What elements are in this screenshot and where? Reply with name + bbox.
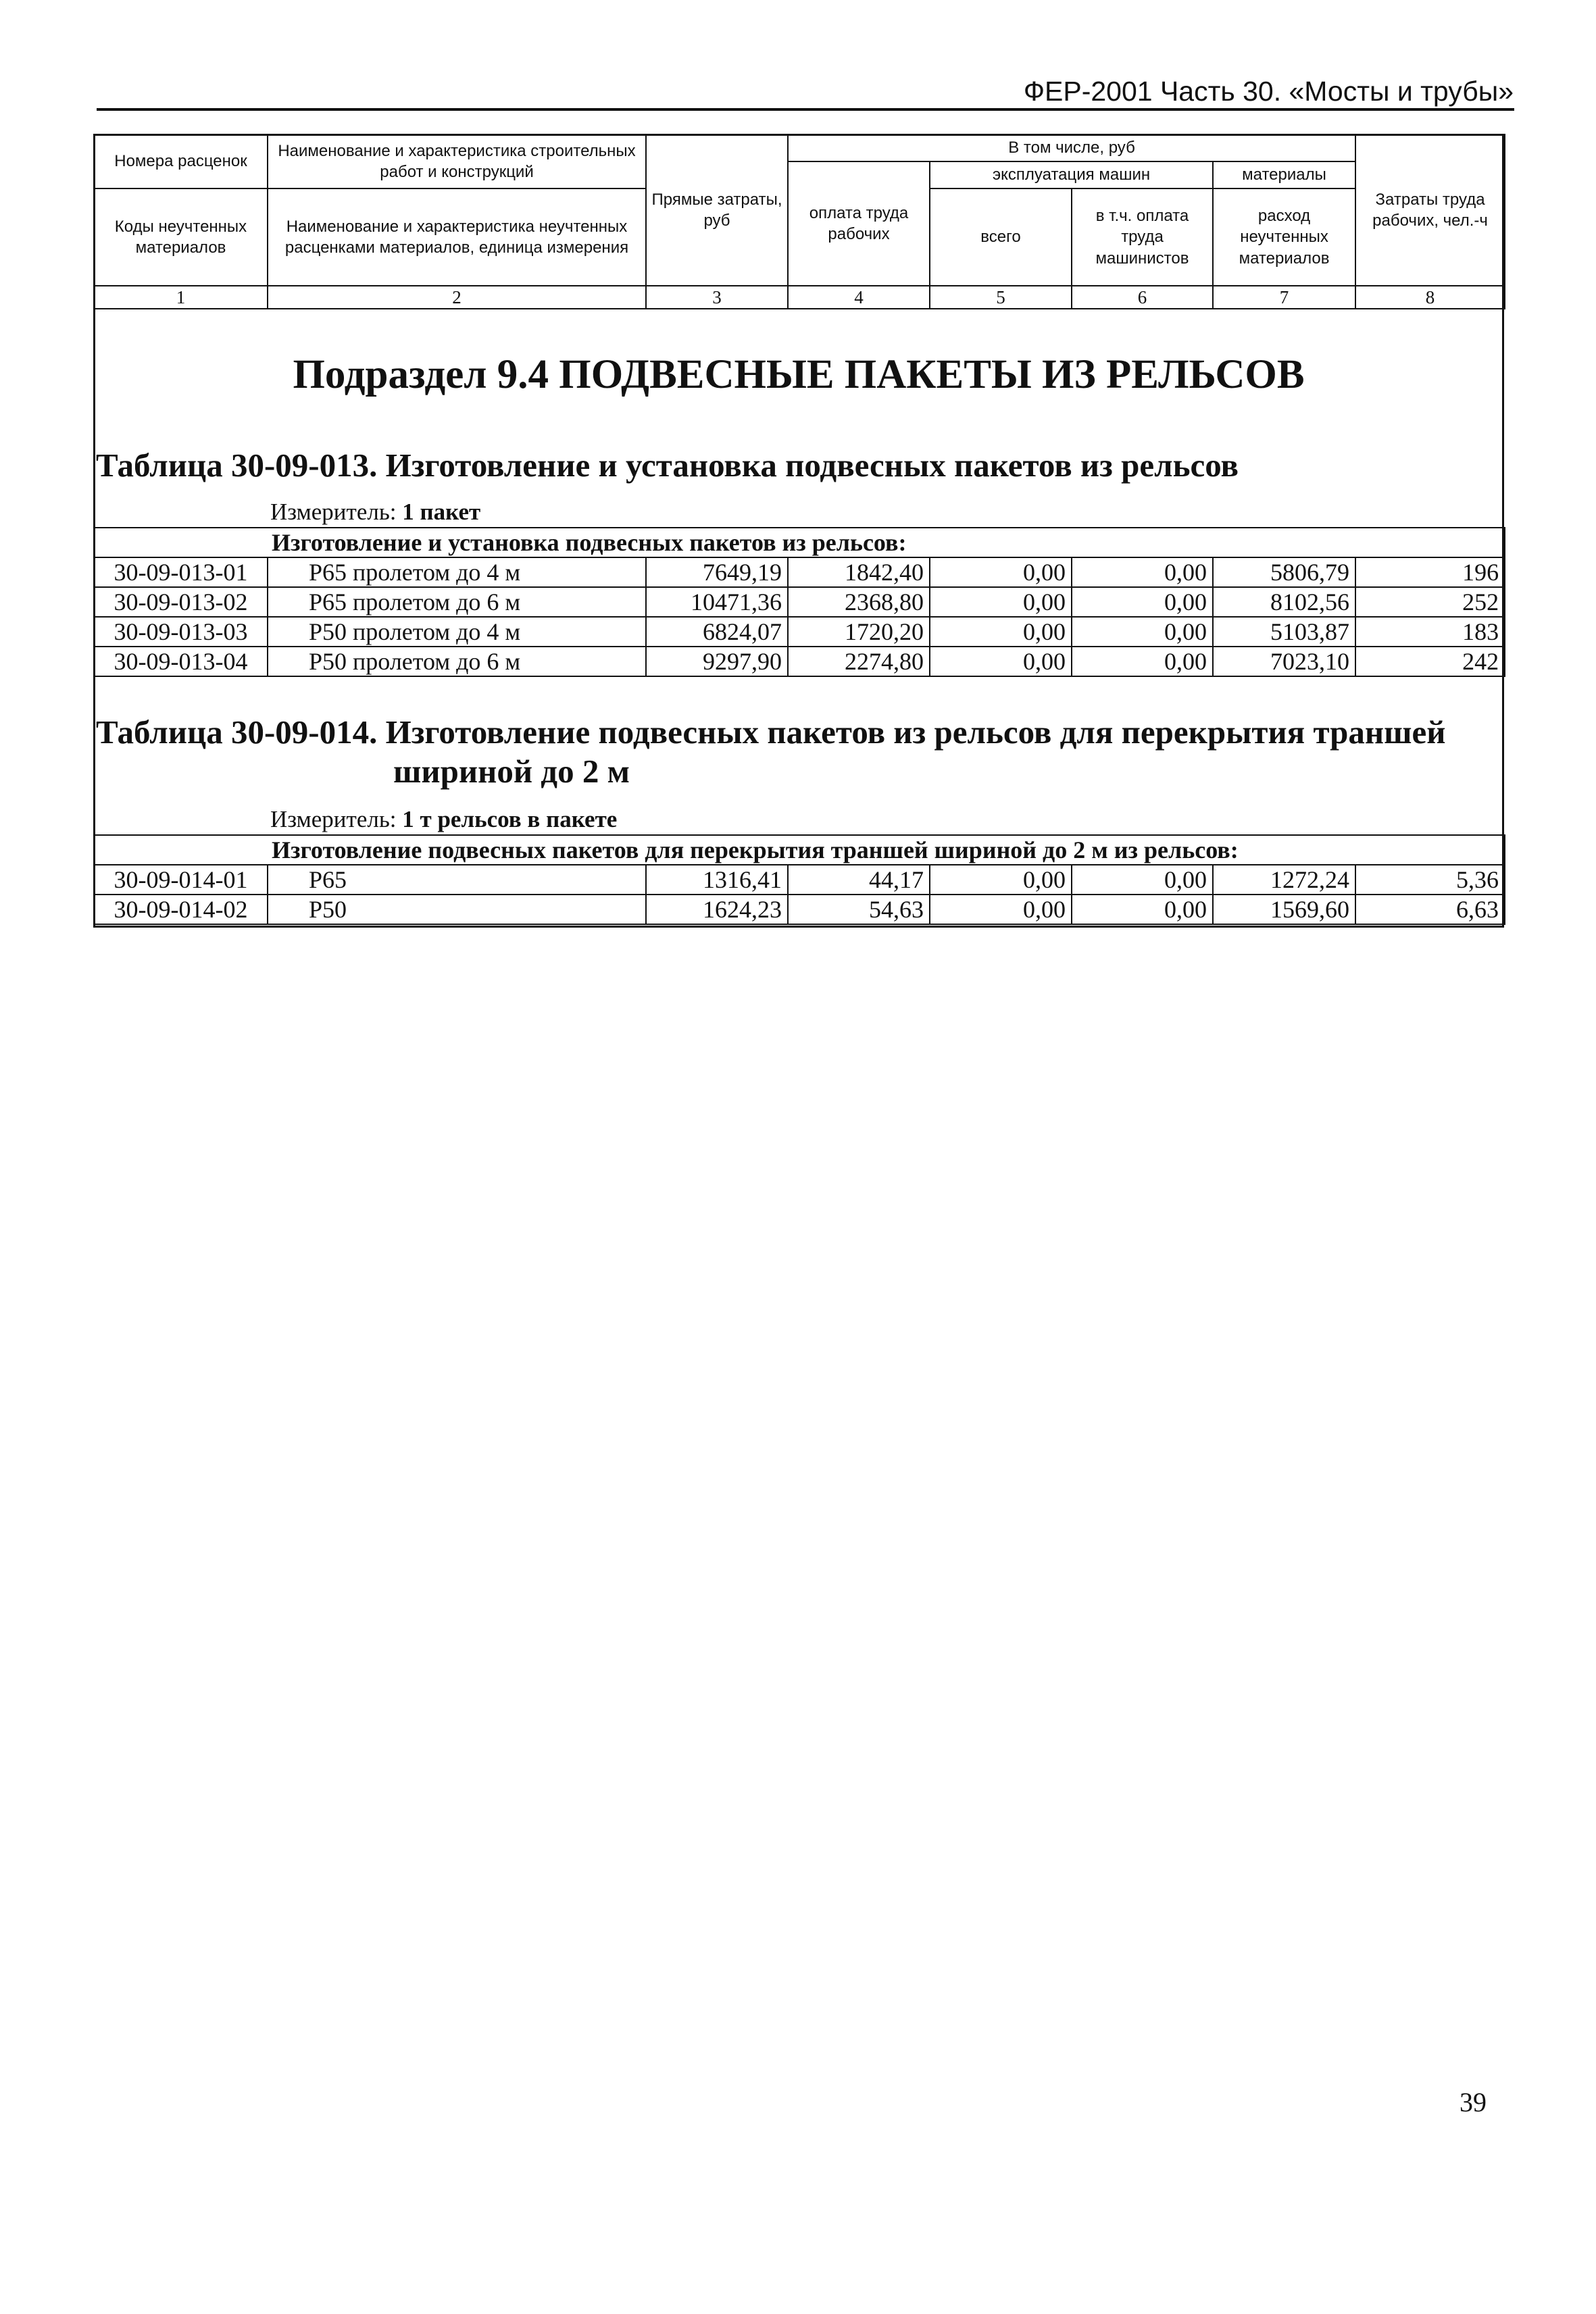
header-materials: материалы: [1213, 161, 1355, 188]
unit-label: Измеритель:: [270, 499, 403, 525]
group-heading-row: [94, 528, 1505, 557]
materials-cost: 5103,87: [1213, 617, 1355, 647]
operator-pay: 0,00: [1072, 587, 1213, 617]
materials-cost: 5806,79: [1213, 557, 1355, 587]
unit-line: [270, 806, 617, 833]
operator-pay: 0,00: [1072, 557, 1213, 587]
table-title-line: шириной до 2 м: [393, 753, 630, 790]
column-header-table: [93, 134, 1505, 309]
rate-code: 30-09-013-02: [94, 587, 268, 617]
column-number: 8: [1355, 286, 1505, 309]
column-number: 5: [930, 286, 1072, 309]
labor-hours: 5,36: [1355, 865, 1505, 895]
table-title-line: Таблица 30-09-013. Изготовление и установка подвесных пакетов из рельсов: [96, 447, 1239, 484]
table-row: [94, 617, 1505, 647]
header-machines-total: всего: [930, 188, 1072, 286]
group-heading: Изготовление подвесных пакетов для перекрытия траншей шириной до 2 м из рельсов:: [94, 835, 1505, 865]
column-number: 6: [1072, 286, 1213, 309]
unit-label: Измеритель:: [270, 806, 403, 832]
rate-code: 30-09-014-02: [94, 895, 268, 924]
worker-pay: 2368,80: [788, 587, 930, 617]
machines-total: 0,00: [930, 557, 1072, 587]
machines-total: 0,00: [930, 587, 1072, 617]
machines-total: 0,00: [930, 865, 1072, 895]
header-rule: [97, 108, 1514, 111]
machines-total: 0,00: [930, 895, 1072, 924]
work-name: Р65 пролетом до 6 м: [268, 587, 646, 617]
table-title: [96, 713, 1445, 791]
header-direct-costs: Прямые затраты, руб: [646, 134, 788, 286]
worker-pay: 1720,20: [788, 617, 930, 647]
unit-value: 1 т рельсов в пакете: [402, 806, 618, 832]
table-row: [94, 647, 1505, 676]
unit-line: [270, 499, 480, 526]
column-number: 1: [94, 286, 268, 309]
machines-total: 0,00: [930, 647, 1072, 676]
operator-pay: 0,00: [1072, 647, 1213, 676]
operator-pay: 0,00: [1072, 895, 1213, 924]
header-material-names: Наименование и характеристика неучтенных расценками материалов, единица измерения: [268, 188, 646, 286]
materials-cost: 1569,60: [1213, 895, 1355, 924]
materials-cost: 1272,24: [1213, 865, 1355, 895]
table-title: [96, 446, 1239, 485]
direct-costs: 10471,36: [646, 587, 788, 617]
direct-costs: 7649,19: [646, 557, 788, 587]
labor-hours: 196: [1355, 557, 1505, 587]
column-number: 4: [788, 286, 930, 309]
table-row: [94, 895, 1505, 924]
rate-code: 30-09-014-01: [94, 865, 268, 895]
materials-cost: 8102,56: [1213, 587, 1355, 617]
work-name: Р65: [268, 865, 646, 895]
labor-hours: 252: [1355, 587, 1505, 617]
work-name: Р50 пролетом до 4 м: [268, 617, 646, 647]
work-name: Р50 пролетом до 6 м: [268, 647, 646, 676]
header-unaccounted-materials: расход неучтенных материалов: [1213, 188, 1355, 286]
work-name: Р65 пролетом до 4 м: [268, 557, 646, 587]
column-number: 3: [646, 286, 788, 309]
header-worker-pay: оплата труда рабочих: [788, 161, 930, 286]
worker-pay: 2274,80: [788, 647, 930, 676]
page-number: 39: [1460, 2087, 1487, 2117]
header-operator-pay: в т.ч. оплата труда машинистов: [1072, 188, 1213, 286]
materials-cost: 7023,10: [1213, 647, 1355, 676]
worker-pay: 1842,40: [788, 557, 930, 587]
direct-costs: 6824,07: [646, 617, 788, 647]
unit-value: 1 пакет: [402, 499, 481, 525]
header-rate-numbers: Номера расценок: [94, 134, 268, 188]
direct-costs: 1624,23: [646, 895, 788, 924]
column-number: 2: [268, 286, 646, 309]
labor-hours: 183: [1355, 617, 1505, 647]
rate-code: 30-09-013-04: [94, 647, 268, 676]
table-row: [94, 587, 1505, 617]
worker-pay: 44,17: [788, 865, 930, 895]
direct-costs: 1316,41: [646, 865, 788, 895]
rate-code: 30-09-013-03: [94, 617, 268, 647]
rates-table: [93, 834, 1505, 925]
header-labor-hours: Затраты труда рабочих, чел.-ч: [1355, 134, 1505, 286]
rate-code: 30-09-013-01: [94, 557, 268, 587]
table-row: [94, 557, 1505, 587]
table-title-line: Таблица 30-09-014. Изготовление подвесных пакетов из рельсов для перекрытия траншей: [96, 713, 1446, 751]
table-row: [94, 865, 1505, 895]
machines-total: 0,00: [930, 617, 1072, 647]
worker-pay: 54,63: [788, 895, 930, 924]
column-number: 7: [1213, 286, 1355, 309]
header-including: В том числе, руб: [788, 134, 1355, 161]
header-work-name: Наименование и характеристика строительных работ и конструкций: [268, 134, 646, 188]
direct-costs: 9297,90: [646, 647, 788, 676]
labor-hours: 242: [1355, 647, 1505, 676]
operator-pay: 0,00: [1072, 865, 1213, 895]
section-title: Подраздел 9.4 ПОДВЕСНЫЕ ПАКЕТЫ ИЗ РЕЛЬСОВ: [293, 352, 1305, 397]
rates-table: [93, 527, 1505, 677]
group-heading: Изготовление и установка подвесных пакетов из рельсов:: [94, 528, 1505, 557]
running-head: ФЕР-2001 Часть 30. «Мосты и трубы»: [1023, 76, 1514, 107]
labor-hours: 6,63: [1355, 895, 1505, 924]
operator-pay: 0,00: [1072, 617, 1213, 647]
header-machine-operation: эксплуатация машин: [930, 161, 1213, 188]
group-heading-row: [94, 835, 1505, 865]
header-material-codes: Коды неучтенных материалов: [94, 188, 268, 286]
work-name: Р50: [268, 895, 646, 924]
